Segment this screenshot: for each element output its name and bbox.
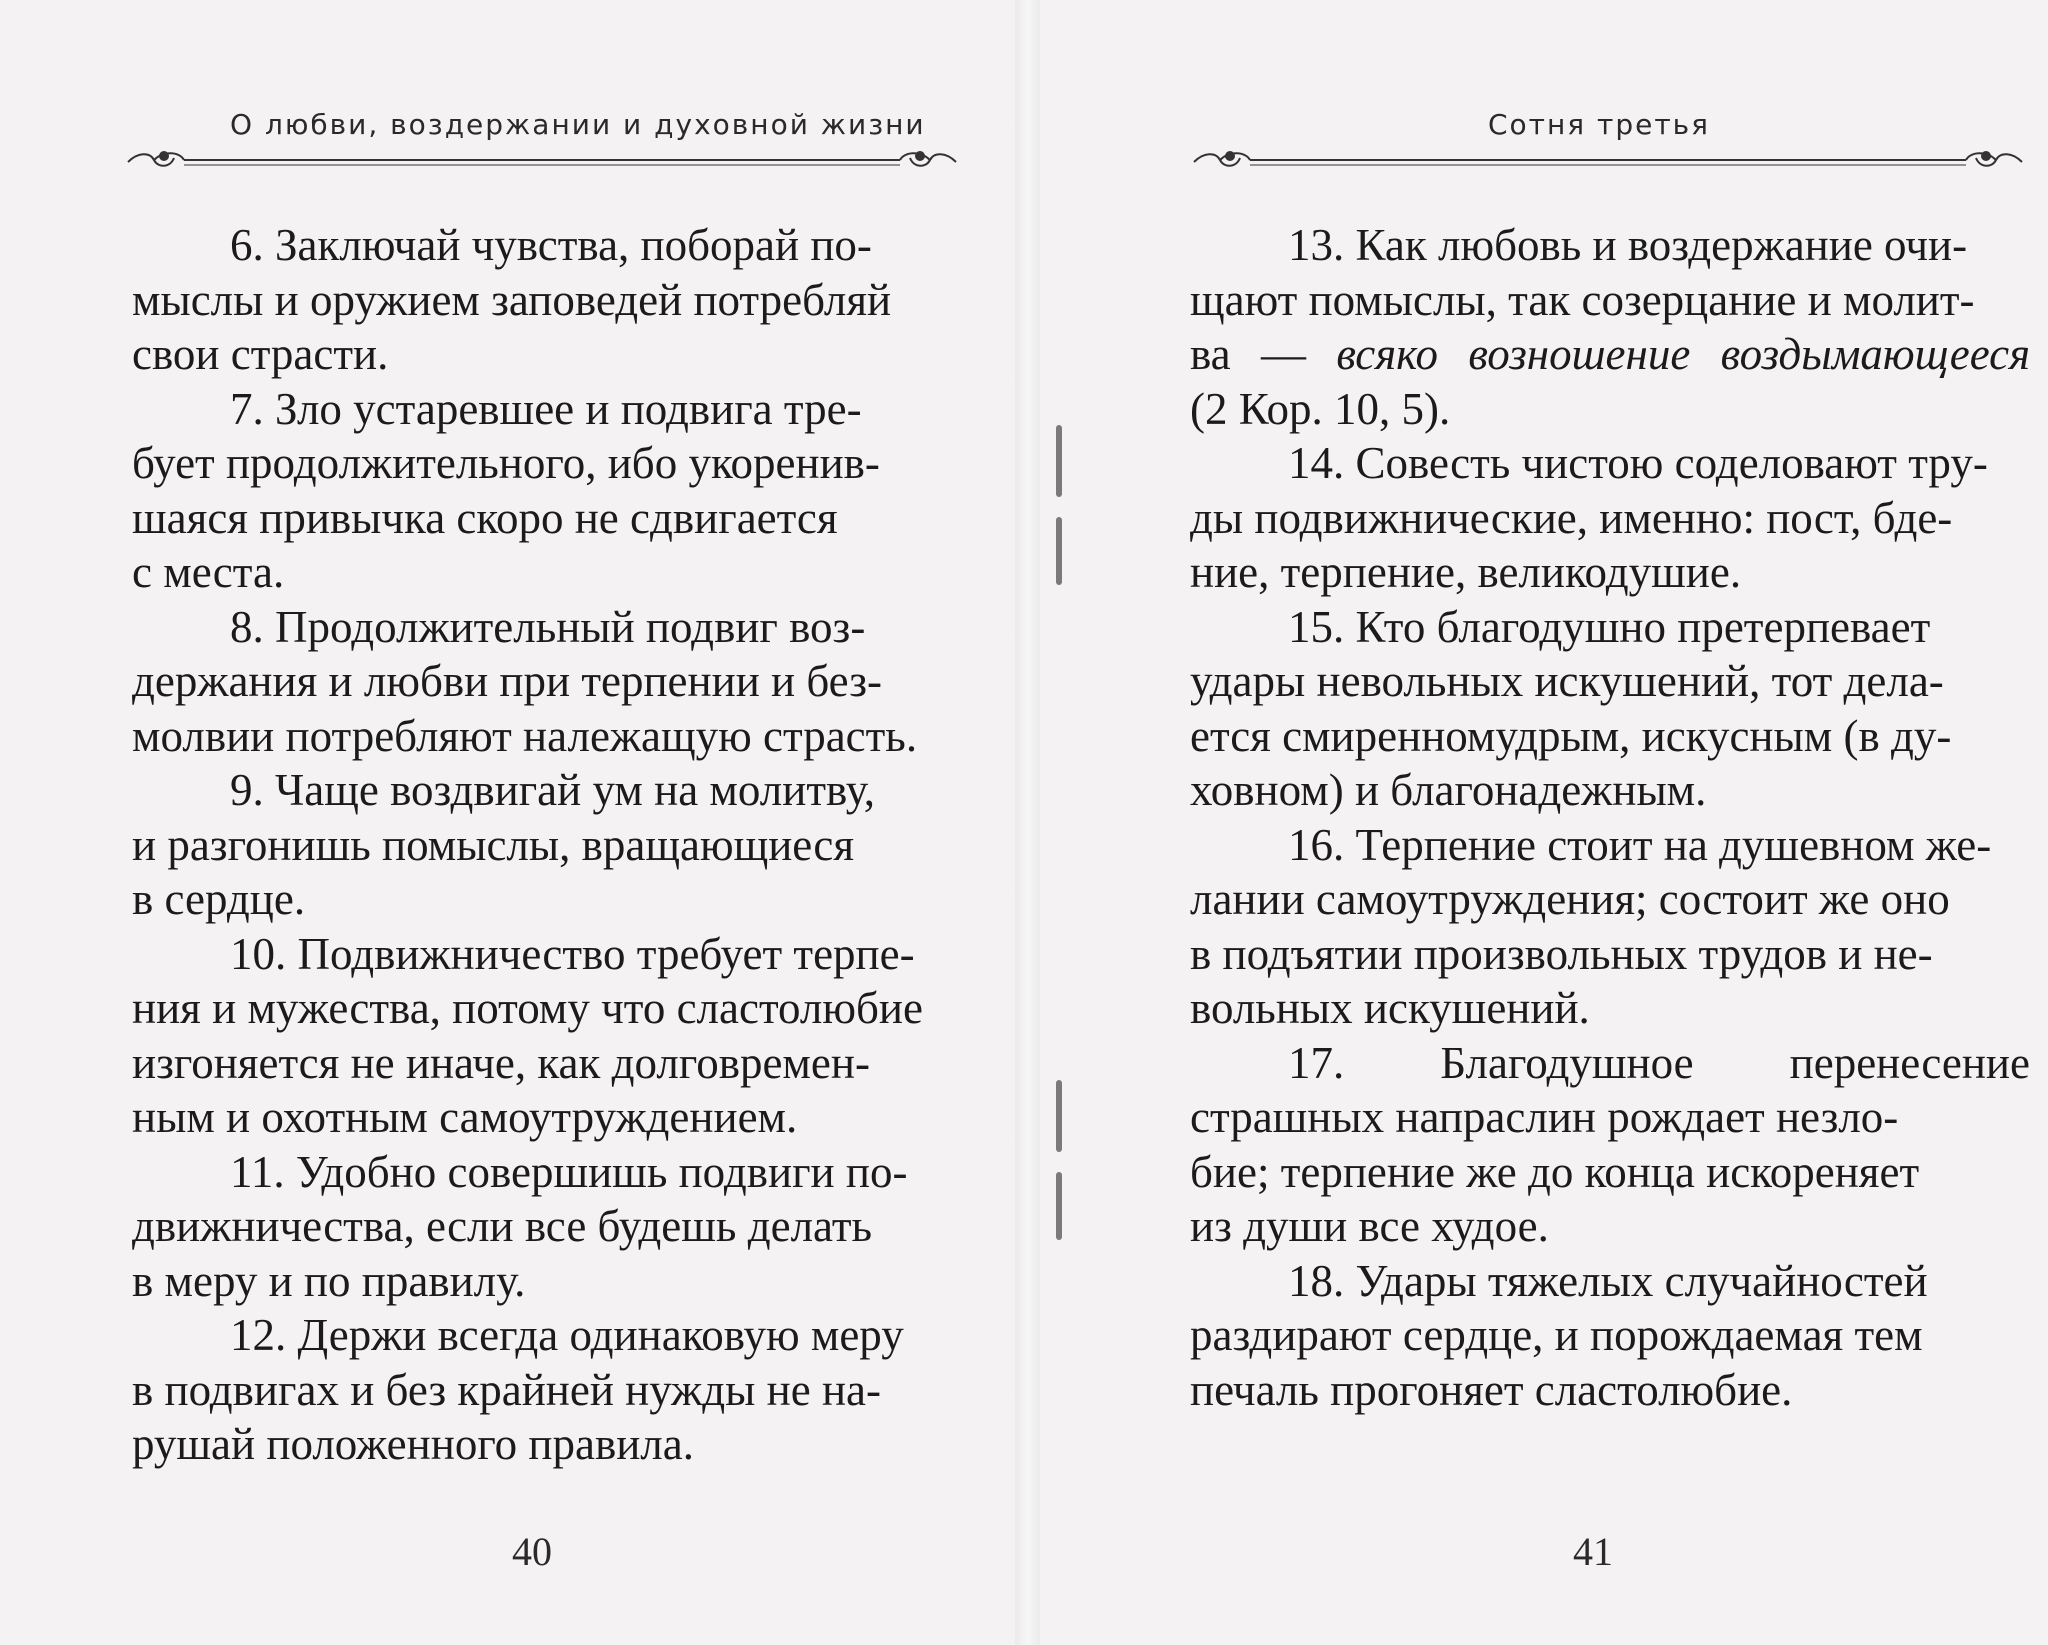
- text-line: свои страсти.: [132, 329, 389, 379]
- text-line: щают помыслы, так созерцание и молит-: [1190, 274, 1975, 325]
- text-line: 13. Как любовь и воздержание очи-: [1288, 220, 1968, 270]
- text-line: 10. Подвижничество требует терпе-: [230, 928, 915, 979]
- paragraph-8: [132, 600, 946, 764]
- left-page: [0, 0, 1015, 1645]
- text-line: 6. Заключай чувства, поборай по-: [230, 220, 872, 270]
- text-line: и разгонишь помыслы, вращающиеся: [132, 819, 855, 870]
- book-gutter: [1015, 0, 1040, 1645]
- text-line: ды подвижнические, именно: пост, бде-: [1190, 492, 1953, 543]
- text-line: 12. Держи всегда одинаковую меру: [230, 1310, 904, 1360]
- scripture-quote: всяко возношение воздымающееся: [1336, 329, 2030, 379]
- text-line: 14. Совесть чистою соделовают тру-: [1288, 438, 1988, 488]
- text-line: с места.: [132, 547, 285, 597]
- paragraph-18: [1190, 1254, 2030, 1418]
- paragraph-10: [132, 927, 946, 1145]
- text-line: изгоняется не иначе, как долговремен-: [132, 1037, 870, 1088]
- text-line: в сердце.: [132, 874, 306, 924]
- text-line: держания и любви при терпении и без-: [132, 656, 882, 706]
- text-line: ние, терпение, великодушие.: [1190, 547, 1742, 597]
- text-line: в подвигах и без крайней нужды не на-: [132, 1364, 881, 1415]
- text-line: бует продолжительного, ибо укоренив-: [132, 438, 880, 488]
- text-line: 11. Удобно совершишь подвиги по-: [230, 1146, 908, 1197]
- paragraph-14: [1190, 436, 2030, 600]
- text-line: молвии потребляют належащую страсть.: [132, 710, 918, 761]
- header-ornament-left: [124, 140, 960, 180]
- text-line: раздирают сердце, и порождаемая тем: [1190, 1310, 1923, 1360]
- text-line: в меру и по правилу.: [132, 1255, 526, 1306]
- text-line: ется смиренномудрым, искусным (в ду-: [1190, 710, 1952, 761]
- text-line: движничества, если все будешь делать: [132, 1201, 873, 1251]
- text-line: в подъятии произвольных трудов и не-: [1190, 928, 1933, 979]
- paragraph-9: [132, 763, 946, 927]
- paragraph-16: [1190, 818, 2030, 1036]
- text-line: шаяся привычка скоро не сдвигается: [132, 492, 838, 543]
- text-line: ва — всяко возношение воздымающееся: [1190, 329, 2030, 379]
- left-page-body: [132, 218, 946, 1472]
- paragraph-17: [1190, 1036, 2030, 1254]
- text-line: (2 Кор. 10, 5).: [1190, 383, 1451, 434]
- text-line: мыслы и оружием заповедей потребляй: [132, 274, 892, 325]
- text-line: лании самоутруждения; состоит же оно: [1190, 874, 1950, 924]
- paragraph-15: [1190, 600, 2030, 818]
- text-line: 15. Кто благодушно претерпевает: [1288, 601, 1931, 652]
- page-number-right: 41: [1573, 1529, 1613, 1574]
- paragraph-7: [132, 382, 946, 600]
- paragraph-6: [132, 218, 946, 382]
- text-line: ным и охотным самоутруждением.: [132, 1092, 798, 1142]
- text-line: 7. Зло устаревшее и подвига тре-: [230, 383, 862, 434]
- text-line: 16. Терпение стоит на душевном же-: [1288, 819, 1992, 870]
- paragraph-12: [132, 1308, 946, 1472]
- running-head-right: Сотня третья: [1488, 108, 1711, 141]
- text-line: из души все худое.: [1190, 1201, 1549, 1251]
- text-line: страшных напраслин рождает незло-: [1190, 1092, 1899, 1142]
- text-line: 8. Продолжительный подвиг воз-: [230, 601, 866, 652]
- right-page: [1040, 0, 2048, 1645]
- page-number-left: 40: [512, 1529, 552, 1574]
- text-line: вольных искушений.: [1190, 983, 1590, 1033]
- text-line: ния и мужества, потому что сластолюбие: [132, 983, 923, 1033]
- text-line: 17. Благодушное перенесение: [1288, 1037, 2030, 1088]
- text-line: 18. Удары тяжелых случайностей: [1288, 1255, 1928, 1306]
- text-line: бие; терпение же до конца искореняет: [1190, 1146, 1920, 1197]
- text-line: рушай положенного правила.: [132, 1419, 694, 1469]
- right-page-body: [1190, 218, 2030, 1417]
- paragraph-11: [132, 1145, 946, 1309]
- text-line: 9. Чаще воздвигай ум на молитву,: [230, 765, 875, 815]
- text-line: печаль прогоняет сластолюбие.: [1190, 1364, 1793, 1415]
- running-head-left: О любви, воздержании и духовной жизни: [230, 108, 926, 141]
- text-line: удары невольных искушений, тот дела-: [1190, 656, 1944, 706]
- header-ornament-right: [1190, 140, 2026, 180]
- paragraph-13: [1190, 218, 2030, 436]
- text-line: ховном) и благонадежным.: [1190, 765, 1707, 815]
